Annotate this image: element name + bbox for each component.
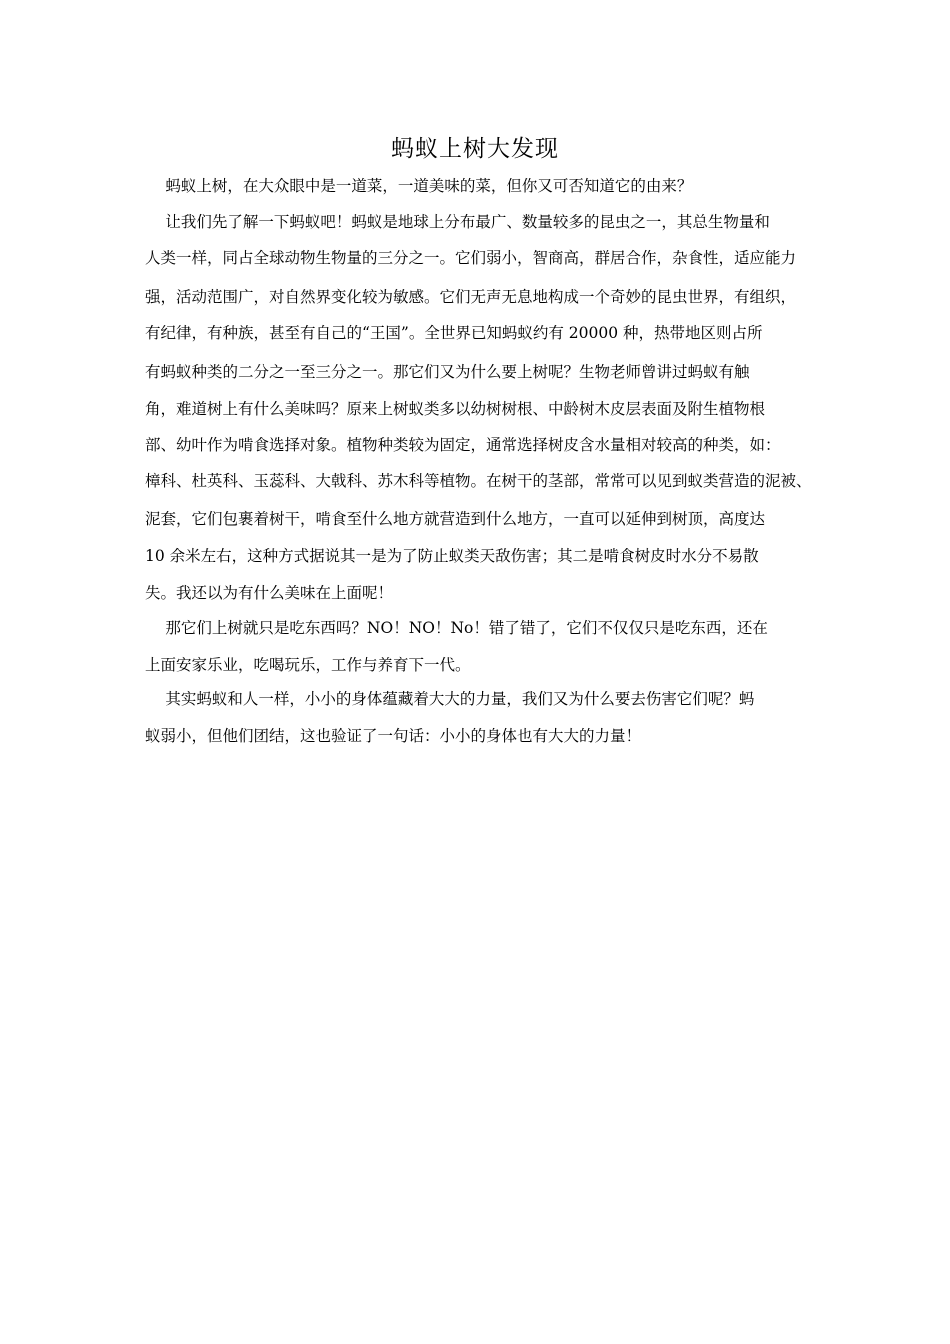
- paragraph-line: 失。我还以为有什么美味在上面呢！: [145, 584, 394, 602]
- paragraph-line: 10 余米左右，这种方式据说其一是为了防止蚁类天敌伤害；其二是啃食树皮时水分不易散: [145, 547, 759, 565]
- paragraph-line: 那它们上树就只是吃东西吗？NO！NO！No！错了错了，它们不仅仅只是吃东西，还在: [145, 619, 768, 637]
- paragraph-line: 部、幼叶作为啃食选择对象。植物种类较为固定，通常选择树皮含水量相对较高的种类，如：: [145, 436, 781, 454]
- paragraph-line: 有纪律，有种族，甚至有自己的“王国”。全世界已知蚂蚁约有 20000 种，热带地区则占所: [145, 324, 763, 342]
- paragraph-line: 人类一样，同占全球动物生物量的三分之一。它们弱小，智商高，群居合作，杂食性，适应能力: [145, 249, 797, 267]
- paragraph-line: 其实蚂蚁和人一样，小小的身体蕴藏着大大的力量，我们又为什么要去伤害它们呢？蚂: [145, 690, 755, 708]
- paragraph-line: 上面安家乐业，吃喝玩乐，工作与养育下一代。: [145, 656, 471, 674]
- paragraph-line: 蚁弱小，但他们团结，这也验证了一句话：小小的身体也有大大的力量！: [145, 727, 642, 745]
- paragraph-line: 有蚂蚁种类的二分之一至三分之一。那它们又为什么要上树呢？生物老师曾讲过蚂蚁有触: [145, 363, 750, 381]
- paragraph-line: 泥套，它们包裹着树干，啃食至什么地方就营造到什么地方，一直可以延伸到树顶，高度达: [145, 510, 766, 528]
- paragraph-line: 让我们先了解一下蚂蚁吧！蚂蚁是地球上分布最广、数量较多的昆虫之一，其总生物量和: [145, 213, 770, 231]
- paragraph-line: 角，难道树上有什么美味吗？原来上树蚁类多以幼树树根、中龄树木皮层表面及附生植物根: [145, 400, 766, 418]
- paragraph-line: 樟科、杜英科、玉蕊科、大戟科、苏木科等植物。在树干的茎部，常常可以见到蚁类营造的泥被、: [145, 472, 812, 490]
- document-title: 蚂蚁上树大发现: [391, 136, 559, 162]
- paragraph-line: 强，活动范围广，对自然界变化较为敏感。它们无声无息地构成一个奇妙的昆虫世界，有组织，: [145, 288, 797, 306]
- paragraph-line: 蚂蚁上树，在大众眼中是一道菜，一道美味的菜，但你又可否知道它的由来？: [145, 177, 693, 195]
